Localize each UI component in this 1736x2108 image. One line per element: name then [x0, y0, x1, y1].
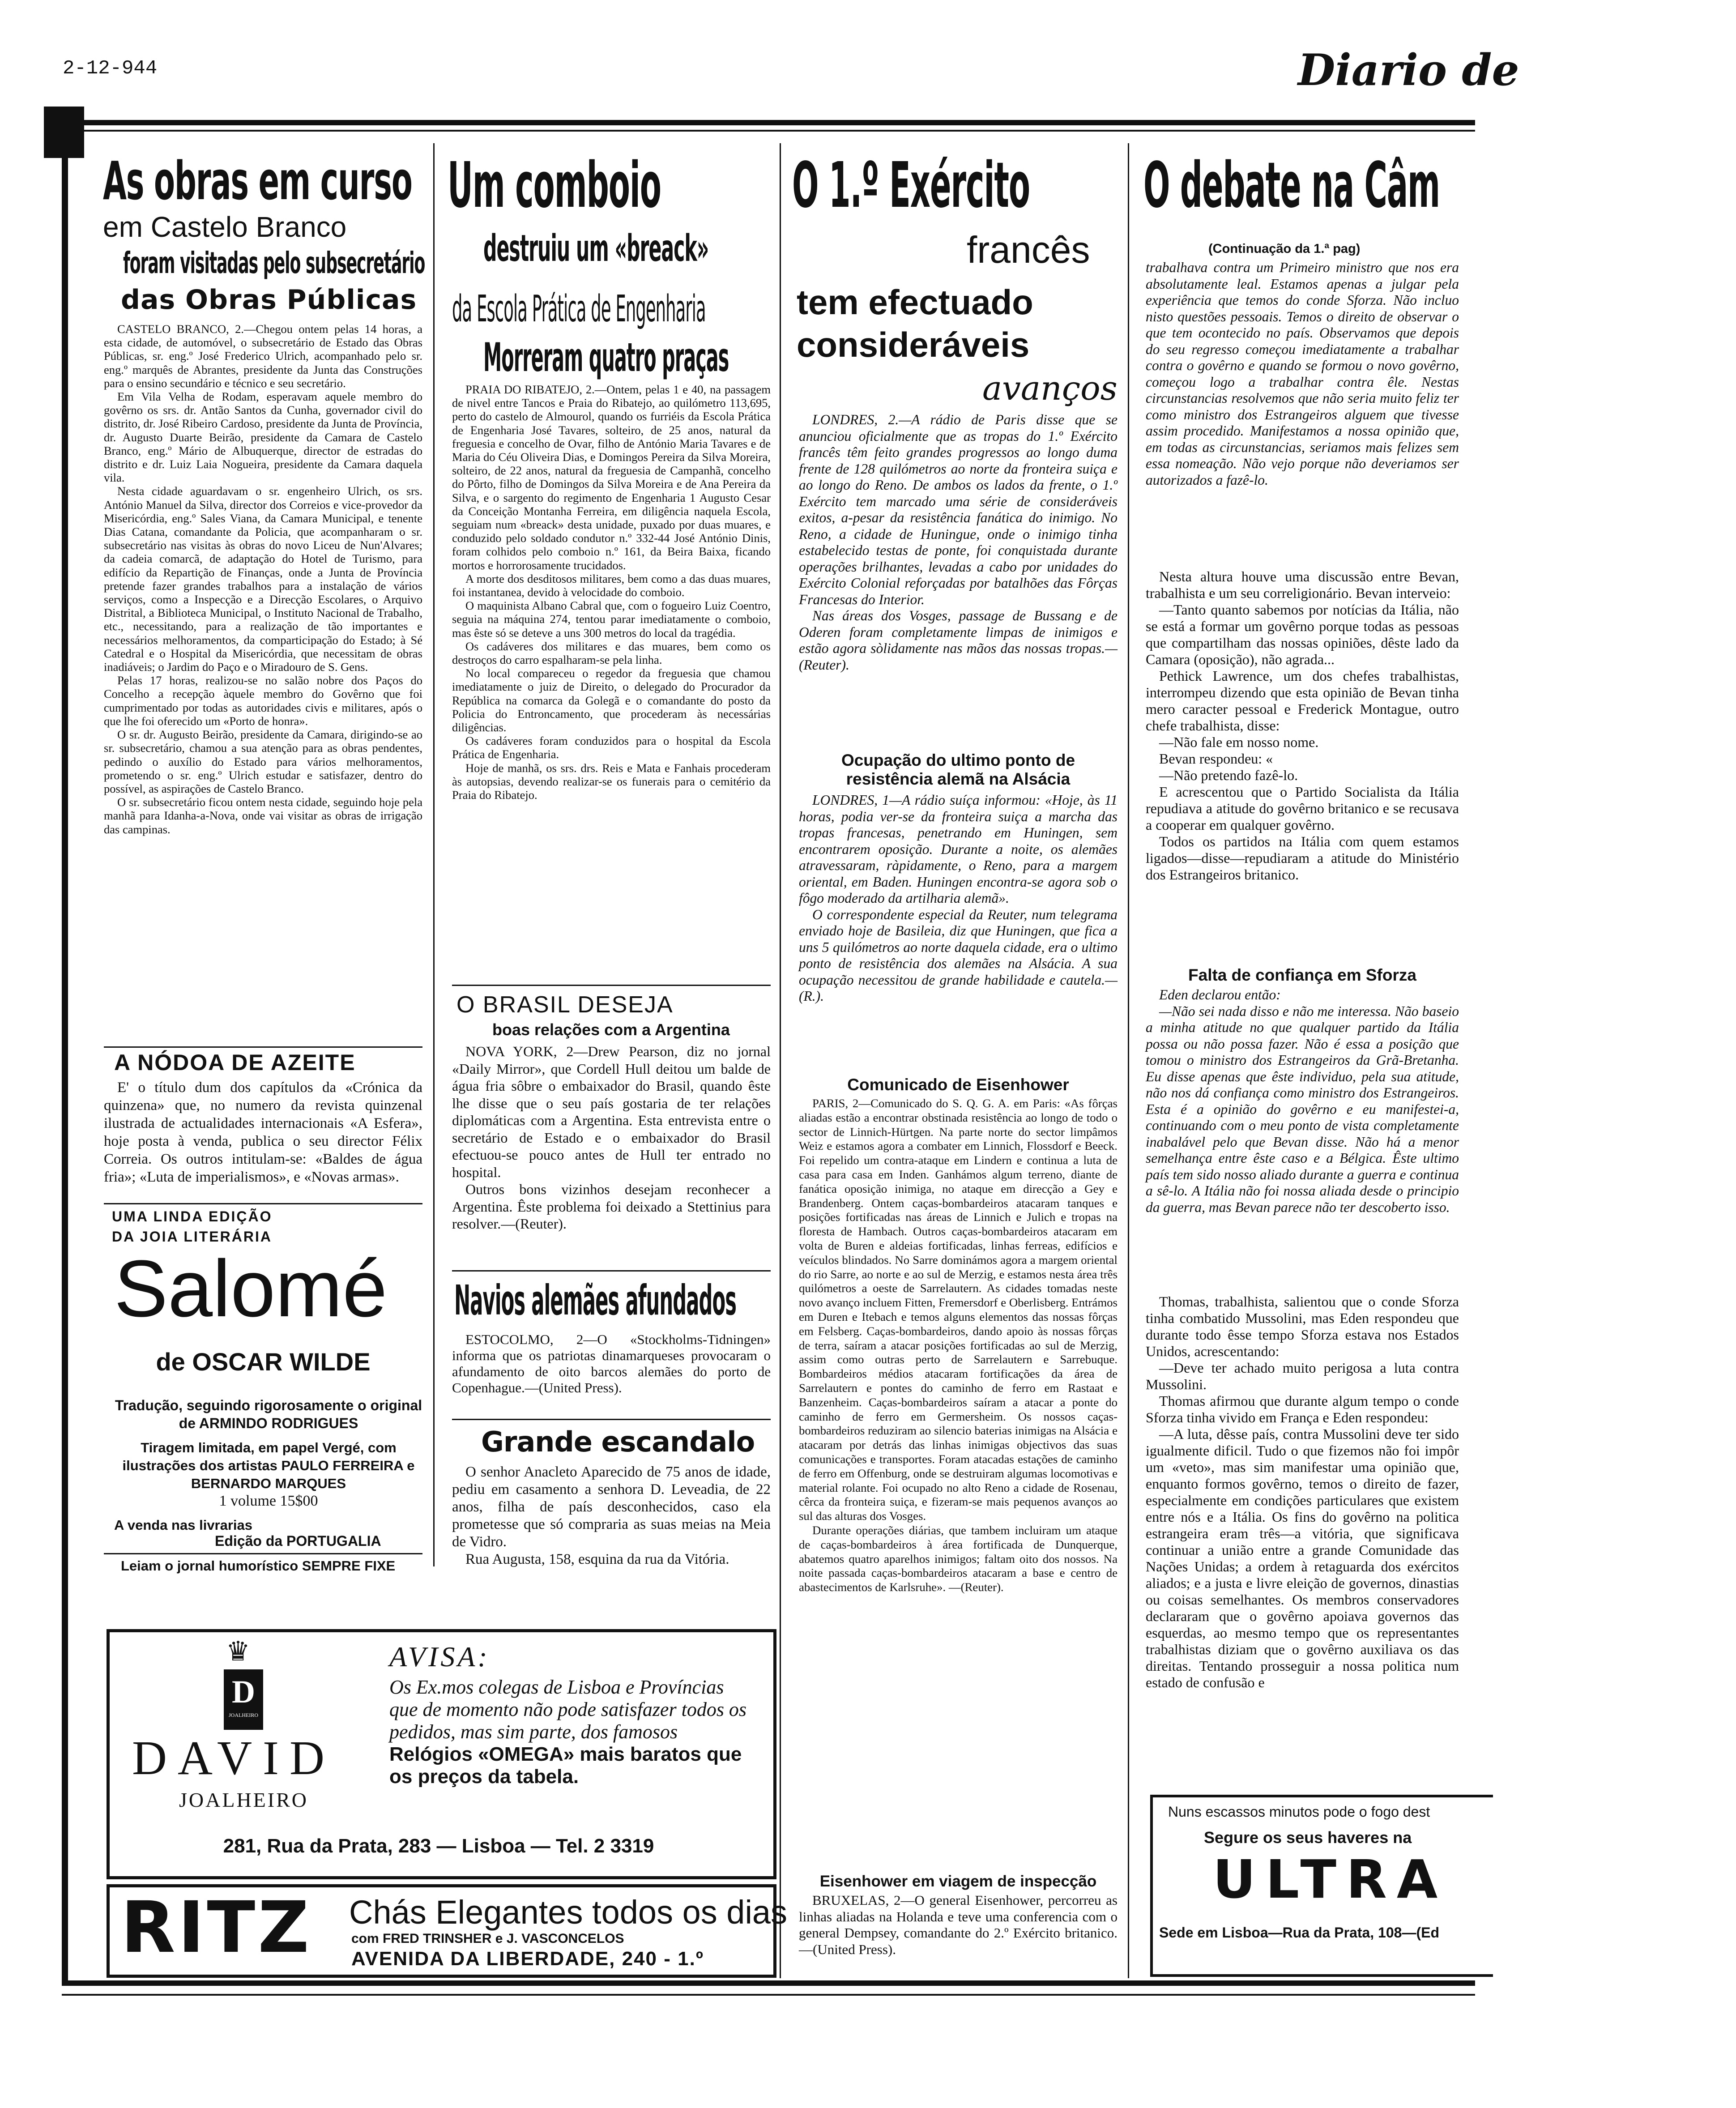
subhead-sforza: Falta de confiança em Sforza — [1188, 966, 1416, 984]
paragraph: O senhor Anacleto Aparecido de 75 anos de idade, pediu em casamento a senhora D. Leveadia, de 22 anos, filha de país desconhecidos, caso ela prometesse que só compraria as suas meias na Meia de Vidro. — [452, 1464, 771, 1550]
escandalo-title: Grande escandalo — [481, 1425, 755, 1458]
headline-exercito-2: francês — [967, 229, 1090, 271]
brasil-body — [452, 1043, 771, 1258]
ad-ultra-name: ULTRA — [1213, 1848, 1448, 1910]
subhead-alsacia: Ocupação do ultimo ponto de resistência alemã na Alsácia — [841, 751, 1075, 788]
david-text-italic: Os Ex.mos colegas de Lisboa e Províncias que de momento não pode satisfazer todos os pedidos, mas sim parte, dos famosos — [389, 1676, 747, 1743]
paragraph: Nesta altura houve uma discussão entre Bevan, trabalhista e um seu correligionário. Bevan interveio: — [1146, 568, 1459, 601]
paragraph: Em Vila Velha de Rodam, esperavam aquele membro do govêrno os srs. dr. Antão Santos da Cunha, governador civil do distrito, dr. José Ribeiro Cardoso, presidente da Junta de Província, dr. Augusto Duarte Beirão, presidente da Camara de Castelo Branco, eng.º Mário de Albuquerque, director de estradas do distrito e dr. Luiz Laia Nogueira, presidente da Camara daquela vila. — [104, 390, 422, 485]
nodoa-title: A NÓDOA DE AZEITE — [114, 1050, 356, 1075]
ritz-line-2: com FRED TRINSHER e J. VASCONCELOS — [351, 1931, 624, 1946]
paragraph: Nas áreas dos Vosges, passage de Bussang e de Oderen foram completamente limpas de inimigos e estão agora sòlidamente nas mãos das nossas tropas.—(Reuter). — [799, 608, 1118, 673]
eisenhower-comunicado-body — [799, 1097, 1118, 1866]
paragraph: Bevan respondeu: « — [1159, 751, 1273, 767]
page-date: 2-12-944 — [63, 57, 158, 80]
paragraph: O sr. subsecretário ficou ontem nesta cidade, seguindo hoje pela manhã para Idanha-a-Nova, onde vai visitar as obras de irrigação das campinas. — [104, 795, 422, 836]
paragraph: ESTOCOLMO, 2—O «Stockholms-Tidningen» informa que os patriotas dinamarqueses provocaram o afundamento de oito barcos alemães do porto de Copenhague.—(United Press). — [452, 1331, 771, 1395]
navios-title: Navios alemães afundados — [454, 1276, 737, 1324]
debate-body — [1146, 568, 1459, 989]
headline-obras: As obras em curso — [103, 150, 412, 212]
paragraph: Pethick Lawrence, um dos chefes trabalhistas, interrompeu dizendo que esta opinião de Bevan tinha mero caracter pessoal e Frederick Montague, outro chefe trabalhista, disse: — [1146, 668, 1459, 734]
ad-salome-publisher: Edição da PORTUGALIA — [215, 1533, 381, 1549]
deck-comboio-3: Morreram quatro praças — [483, 334, 729, 380]
bottom-rule — [62, 1980, 1475, 1986]
headline-obras-2: em Castelo Branco — [103, 211, 347, 243]
ad-sempre-fixe: Leiam o jornal humorístico SEMPRE FIXE — [121, 1558, 396, 1574]
left-black-tab — [44, 107, 84, 158]
paragraph: NOVA YORK, 2—Drew Pearson, diz no jornal «Daily Mirror», que Cordell Hull deitou um balde de água fria sôbre o embaixador do Brasil, quando êste lhe disse que o seu país gostaria de ter relações diplomáticas com a Argentina. Esta entrevista entre o secretário de Estado e o embaixador do Brasil efectuou-se pouco antes de Hull ter entrado no hospital. — [452, 1043, 771, 1180]
escandalo-body — [452, 1464, 771, 1602]
paragraph: Hoje de manhã, os srs. drs. Reis e Mata e Fanhais procederam às autopsias, devendo realizar-se os funerais para o cemitério da Praia do Ribatejo. — [452, 761, 771, 802]
sforza-body-italic — [1146, 987, 1459, 1300]
alsacia-body — [799, 792, 1118, 1070]
paragraph: Todos os partidos na Itália com quem estamos ligados—disse—repudiaram a atitude do Ministério dos Estrangeiros britanico. — [1146, 833, 1459, 883]
paragraph: O maquinista Albano Cabral que, com o fogueiro Luiz Coentro, seguia na máquina 274, tentou parar imediatamente o comboio, mas êste só se deteve a uns 300 metros do local da tragédia. — [452, 599, 771, 640]
ritz-name: RITZ — [121, 1886, 312, 1969]
logo-text: JOALHEIRO — [229, 1712, 258, 1718]
ritz-line-3: AVENIDA DA LIBERDADE, 240 - 1.º — [351, 1948, 704, 1970]
deck-obras-2: das Obras Públicas — [121, 284, 417, 316]
divider — [104, 1553, 422, 1554]
paragraph: Nesta cidade aguardavam o sr. engenheiro Ulrich, os srs. António Manuel da Silva, director dos Correios e vice-provedor da Misericórdia, eng.º Sales Viana, da Camara Municipal, e tenente Dias Catana, comandante da Policia, que acompanharam o sr. subsecretário nas visitas às obras do novo Liceu de Nun'Alvares; da cadeia comarcã, de adaptação do Hotel de Turismo, para edifício da Repartição de Finanças, onde a Junta de Província pretende fazer grandes trabalhos para a instalação de vários serviços, como a Inspecção e a Direcção Escolares, o Arquivo Distrital, a Biblioteca Municipal, o Instituto Nacional de Trabalho, etc., necessitando, para a realização de tão importantes e necessários melhoramentos, da comparticipação do Estado; à Sé Catedral e o Hospital da Misericórdia, que necessitam de obras inadiáveis; o Jardim do Paço e o Miradouro de S. Gens. — [104, 484, 422, 674]
paragraph: PARIS, 2—Comunicado do S. Q. G. A. em Paris: «As fôrças aliadas estão a encontrar obstinada resistência ao longo de todo o sector de Linnich-Hürtgen. Na parte norte do sector limpâmos Weiz e estamos agora a combater em Linnich, Flossdorf e Beeck. Foi repelido um contra-ataque em Lindern e continua a luta de casa para casa em Inden. Ganhámos algum terreno, diante de fanática oposição inimiga, no ataque em direcção a Gey e Brandenberg. Ontem caças-bombardeiros atacaram tanques e posições fortificadas nas áreas de Linnich e Julich e tropas na floresta de Hambach. Outros caças-bombardeiros atacaram em volta de Buren e aldeias fortificadas, linhas ferreas, edifícios e veículos blindados. No Sarre dominámos agora a margem oriental do rio Sarre, ao norte e ao sul de Merzig, e estamos nesta área três quilómetros a oeste de Sarrelautern. As cidades tomadas neste novo avanço incluem Fitten, Fremersdorf e Oberlisberg. Entrámos em Duren e Itebach e temos alguns elementos das nossas fôrças em Felsberg. Caças-bombardeiros, dando apoio às nossas fôrças de terra, saíram a atacar posições fortificadas ao sul de Merzig, assim como outras perto de Sarrelautern e Sarrebuque. Bombardeiros médios atacaram fortificações da área de Sarrelautern e pontes do caminho de ferro em Rastaat e Banzenheim. Caças-bombardeiros saíram a atacar a ponte do caminho de ferro em Germersheim. Os nossos caças-bombardeiros reduziram ao silencio baterias inimigas na Alsácia e atacaram por detrás das linhas inimigas objectivos das suas comunicações e transportes. Foram atacadas estações de caminho de ferro em Offenburg, onde se destruiram algumas locomotivas e material rolante. Foi ocupado no alto Reno a cidade de Rosenau, cêrca da fronteira suiça, e fizeram-se mais pequenos avanços ao sul das alturas dos Vosges. — [799, 1097, 1118, 1523]
ad-line-1: UMA LINDA EDIÇÃO — [112, 1208, 273, 1225]
eisenhower-viagem-body — [799, 1892, 1118, 1977]
subhead-eisenhower-viagem: Eisenhower em viagem de inspecção — [819, 1873, 1097, 1890]
sforza-body — [1146, 1293, 1459, 1741]
divider — [452, 1270, 771, 1272]
left-margin-rule — [62, 157, 68, 1980]
paragraph: O sr. dr. Augusto Beirão, presidente da Camara, dirigindo-se ao sr. subsecretário, chamou a sua atenção para as obras pendentes, pedindo o auxílio do Estado para vários melhoramentos, prometendo o sr. eng.º Ulrich estudar e satisfazer, dentro do possível, as aspirações de Castelo Branco. — [104, 728, 422, 795]
ad-line-2: DA JOIA LITERÁRIA — [112, 1229, 272, 1245]
paragraph: —Não fale em nosso nome. — [1159, 734, 1319, 750]
paragraph: E' o título dum dos capítulos da «Crónica da quinzena» que, no numero da revista quinzenal ilustrada de actualidades internacionais «A Esfera», hoje posta à venda, publica o seu director Félix Correia. Os outros intitulam-se: «Baldes de água fria»; «Luta de imperialismos», e «Novas armas». — [104, 1080, 422, 1185]
paragraph: Durante operações diárias, que tambem incluiram um ataque de caças-bombardeiros à área fortificada de Dunquerque, abatemos quatro aparelhos inimigos; faltam oito dos nossos. Na noite passada caças-bombardeiros atacaram a base e centro de abastecimentos de Karlsruhe». —(Reuter). — [799, 1523, 1118, 1594]
headline-exercito: O 1.º Exército — [792, 149, 1030, 222]
nodoa-body — [104, 1079, 422, 1208]
paragraph: BRUXELAS, 2—O general Eisenhower, percorreu as linhas aliadas na Holanda e teve uma conferencia com o general Dempsey, comandante do 2.º Exército britanico.—(United Press). — [799, 1892, 1118, 1957]
david-logo — [224, 1669, 263, 1730]
divider — [104, 1203, 422, 1204]
debate-body-italic — [1146, 260, 1459, 573]
article-obras-body — [104, 322, 422, 1047]
deck-exercito: tem efectuado — [797, 282, 1033, 322]
col-divider-3 — [1128, 143, 1129, 1978]
david-brand: DAVID — [132, 1732, 336, 1785]
david-brand-sub: JOALHEIRO — [179, 1788, 308, 1811]
deck-exercito-3: avanços — [982, 369, 1118, 408]
david-avisa: AVISA: — [389, 1641, 490, 1673]
subhead-eisenhower-comunicado: Comunicado de Eisenhower — [847, 1075, 1069, 1094]
paragraph: O correspondente especial da Reuter, num telegrama enviado hoje de Basileia, diz que Huningen, que fica a uns 5 quilómetros ao norte daquela cidade, era o ultimo ponto de resistência dos alemães na Alsácia. A sua ocupação necessitou de grande habilidade e cautela.—(R.). — [799, 906, 1118, 1004]
ad-salome-price: 1 volume 15$00 — [219, 1493, 318, 1509]
top-rule-thin — [78, 130, 1475, 132]
brasil-title: O BRASIL DESEJA — [456, 992, 674, 1018]
paragraph: E acrescentou que o Partido Socialista da Itália repudiava a atitude do govêrno britanico e se recusava a cooperar em qualquer govêrno. — [1146, 784, 1459, 833]
ad-salome-edition: Tiragem limitada, em papel Vergé, com ilustrações dos artistas PAULO FERREIRA e BERNARDO MARQUES — [122, 1440, 415, 1491]
headline-comboio: Um comboio — [448, 149, 661, 222]
col-divider-2 — [780, 143, 781, 1978]
paragraph: —Não pretendo fazê-lo. — [1159, 767, 1298, 783]
ad-ultra-mid: Segure os seus haveres na — [1204, 1828, 1412, 1847]
paragraph: Rua Augusta, 158, esquina da rua da Vitória. — [465, 1551, 729, 1567]
crown-icon: ♛ — [226, 1637, 250, 1666]
logo-letter: D — [232, 1674, 255, 1710]
deck-obras: foram visitadas pelo subsecretário — [123, 246, 425, 280]
paragraph: LONDRES, 1—A rádio suíça informou: «Hoje, às 11 horas, podia ver-se da fronteira suiça a marcha das tropas francesas, penetrando em Huningen, sem encontrarem oposição. Durante a noite, os alemães atravessaram, ràpidamente, o Reno, para a margem oriental, em Baden. Huningen encontra-se agora sob o fôgo moderado da artilharia alemã». — [799, 792, 1118, 906]
article-exercito-body — [799, 412, 1118, 743]
top-rule — [78, 120, 1475, 125]
ad-salome-title: Salomé — [114, 1244, 388, 1334]
paragraph: No local compareceu o regedor da freguesia que chamou imediatamente o juiz de Direito, o delegado do Procurador da República na comarca da Golegã e o comandante do posto da Policia do Entroncamento, que procederam às necessárias diligências. — [452, 666, 771, 734]
continuation-note: (Continuação da 1.ª pag) — [1208, 242, 1361, 256]
ad-ultra-address: Sede em Lisboa—Rua da Prata, 108—(Ed — [1159, 1925, 1439, 1941]
paragraph: PRAIA DO RIBATEJO, 2.—Ontem, pelas 1 e 40, na passagem de nivel entre Tancos e Praia do Ribatejo, ao quilómetro 113,695, perto do castelo de Almourol, quando os furriéis da Escola Prática de Engenharia José Tavares, solteiro, de 25 anos, natural da freguesia e concelho de Ovar, filho de António Maria Tavares e de Maria do Céu Oliveira Dias, e Domingos Pereira da Silva Moreira, solteiro, de 22 anos, natural da freguesia de Campanhã, concelho do Pôrto, filho de Domingos da Silva Moreira e de Ana Pereira da Silva, e o sargento do regimento de Engenharia 1 Augusto Cesar da Conceição Montanha Ferreira, em diligência naquela Escola, seguiam num «breack» desta unidade, puxado por duas muares, e conduzido pelo soldado condutor n.º 332-44 José António Dinis, foram colhidos pelo comboio n.º 161, da Beira Baixa, ficando mortos e horrorosamente trucidados. — [452, 383, 771, 572]
deck-comboio: destruiu um «breack» — [483, 227, 709, 270]
david-text — [389, 1676, 756, 1788]
divider — [104, 1046, 422, 1048]
brasil-subtitle: boas relações com a Argentina — [492, 1020, 730, 1039]
paragraph: —A luta, dêsse país, contra Mussolini deve ter sido igualmente dificil. Tudo o que fizemos não foi impôr um «veto», mas sim manifestar uma opinião que, enquanto formos govêrno, temos o direito de fazer, especialmente em condições particulares que existem entre nós e a Itália. Os fins do govêrno na politica estrangeira eram três—a vitória, que significava continuar a união entre a grande Comunidade das Nações Unidas; a ordem à retaguarda dos exércitos aliados; e a justa e livre eleição de governos, dinastias ou coisas semelhantes. Os membros conservadores declararam que o govêrno apoiava governos das esquerdas, ao mesmo tempo que os representantes trabalhistas diziam que o govêrno auxiliava os das direitas. Tentando prosseguir a nossa politica num estado de confusão e — [1146, 1426, 1459, 1690]
deck-exercito-2: consideráveis — [797, 325, 1030, 364]
paper-title: Diario de — [1298, 45, 1519, 95]
navios-body — [452, 1331, 771, 1439]
paragraph: Os cadáveres dos militares e das muares, bem como os destroços do carro espalharam-se pela linha. — [452, 639, 771, 667]
article-comboio-body — [452, 383, 771, 982]
paragraph: Os cadáveres foram conduzidos para o hospital da Escola Prática de Engenharia. — [452, 734, 771, 761]
ad-salome-translation: Tradução, seguindo rigorosamente o original de ARMINDO RODRIGUES — [115, 1397, 422, 1431]
paragraph: Pelas 17 horas, realizou-se no salão nobre dos Paços do Concelho a recepção àquele membro do Govêrno que foi cumprimentado por todas as autoridades civis e militares, após o que lhe foi oferecido um «Porto de honra». — [104, 674, 422, 728]
bottom-rule-thin — [62, 1994, 1475, 1996]
paragraph: Thomas afirmou que durante algum tempo o conde Sforza tinha vivido em França e Eden respondeu: — [1146, 1393, 1459, 1425]
david-text-bold: Relógios «OMEGA» mais baratos que os preços da tabela. — [389, 1743, 742, 1788]
paragraph: CASTELO BRANCO, 2.—Chegou ontem pelas 14 horas, a esta cidade, de automóvel, o subsecretário de Estado das Obras Públicas, sr. eng.º José Frederico Ulrich, acompanhado pelo sr. eng.º marquês de Abrantes, presidente da Junta das Construções para o ensino secundário e técnico e seu secretário. — [104, 322, 422, 390]
ritz-line-1: Chás Elegantes todos os dias — [349, 1894, 788, 1931]
divider — [452, 1419, 771, 1420]
paragraph: trabalhava contra um Primeiro ministro que nos era absolutamente leal. Estamos apenas a julgar pela experiência que temos do conde Sforza. Não incluo nisto questões pessoais. Temos o direito de observar o que tem ocontecido no país. Observamos que depois do seu regresso começou imediatamente a trabalhar contra o govêrno e quando se formou o novo govêrno, começou logo a trabalhar contra êle. Nestas circunstancias resolvemos que não seria muito feliz ter como ministro dos Estrangeiros alguem que tivesse assim procedido. Manifestamos a nossa opinião que, em todas as circunstancias, seriamos mais felizes sem essa nomeação. Não vejo porque não deveriamos ser autorizados a fazê-lo. — [1146, 260, 1459, 488]
paragraph: Eden declarou então: — [1159, 987, 1281, 1003]
ad-salome-sale: A venda nas livrarias — [114, 1517, 253, 1533]
divider — [452, 985, 771, 986]
paragraph: A morte dos desditosos militares, bem como a das duas muares, foi instantanea, devido à velocidade do comboio. — [452, 572, 771, 599]
ad-ultra-top: Nuns escassos minutos pode o fogo dest — [1168, 1804, 1430, 1820]
paragraph: Thomas, trabalhista, salientou que o conde Sforza tinha combatido Mussolini, mas Eden respondeu que durante todo êsse tempo Sforza estava nos Estados Unidos, acrescentando: — [1146, 1293, 1459, 1359]
paragraph: LONDRES, 2.—A rádio de Paris disse que se anunciou oficialmente que as tropas do 1.º Exército francês têm feito grandes progressos ao longo duma frente de 128 quilómetros ao norte da fronteira suiça e ao longo do Reno. De ambos os lados da frente, o 1.º Exército tem marcado uma série de consideráveis exitos, a-pesar da resistência fanática do inimigo. No Reno, a cidade de Huningue, onde o inimigo tinha estabelecido testas de ponte, foi conquistada durante operações brilhantes, levadas a cabo por unidades do Exército Colonial reforçadas por batalhões das Fôrças Francesas do Interior. — [799, 412, 1118, 607]
david-address: 281, Rua da Prata, 283 — Lisboa — Tel. 2 3319 — [223, 1835, 654, 1857]
paragraph: —Deve ter achado muito perigosa a luta contra Mussolini. — [1146, 1360, 1459, 1392]
paragraph: —Não sei nada disso e não me interessa. Não baseio a minha atitude no que qualquer partido da Itália possa ou não possa fazer. Não é essa a posição que tomou o ministro dos Estrangeiros da Grã-Bretanha. Eu disse apenas que êste individuo, pela sua atitude, não nos dá confiança como ministro dos Estrangeiros. Esta é a opinião do govêrno e eu manifestei-a, continuando com o meu ponto de vista completamente inabalável pelo que Bevan disse. Não há a menor semelhança entre êste caso e a Bélgica. Êste ultimo país tem sido nosso aliado durante a guerra e continua a sê-lo. A Itália não foi nossa aliada desde o principio da guerra, mas Bevan parece não ter descoberto isso. — [1146, 1003, 1459, 1215]
paragraph: —Tanto quanto sabemos por notícias da Itália, não se está a formar um govêrno porque todas as pessoas que compartilham das nossas opiniões, dêste lado da Camara (oposição), não agrada... — [1146, 602, 1459, 667]
ad-salome-author: de OSCAR WILDE — [156, 1348, 371, 1376]
headline-debate: O debate na Câm — [1143, 149, 1440, 222]
deck-comboio-2: da Escola Prática de Engenharia — [452, 288, 706, 330]
paragraph: Outros bons vizinhos desejam reconhecer a Argentina. Êste problema foi deixado a Stettinius para resolver.—(Reuter). — [452, 1181, 771, 1232]
